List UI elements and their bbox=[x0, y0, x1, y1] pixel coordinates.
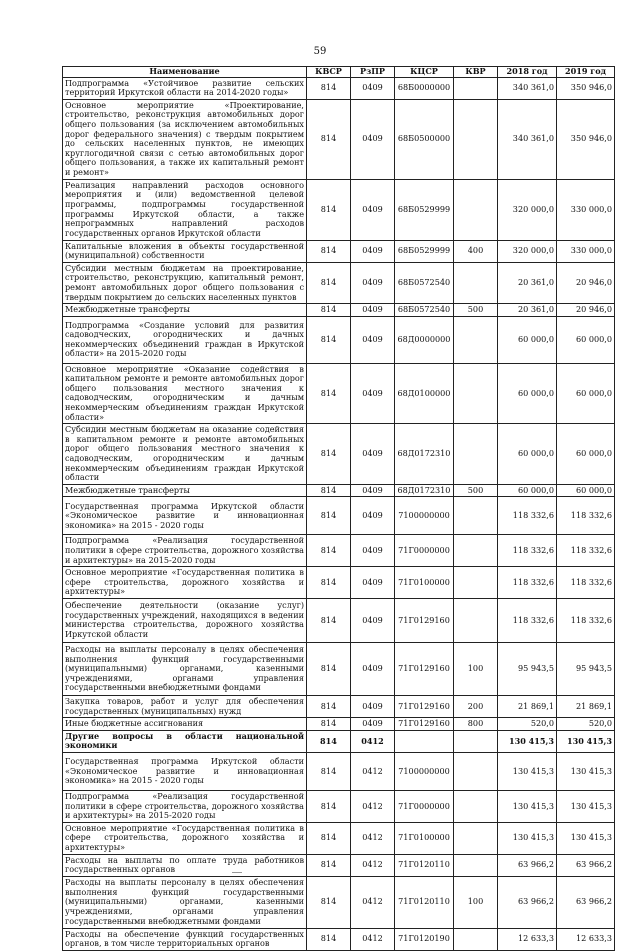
row-name: Расходы на обеспечение функций государственных органов, в том числе территориальных органов bbox=[63, 928, 307, 950]
row-rzpr: 0412 bbox=[351, 730, 395, 752]
row-rzpr: 0409 bbox=[351, 598, 395, 642]
row-value-2018: 340 361,0 bbox=[498, 99, 557, 179]
row-kvsr: 814 bbox=[307, 718, 351, 731]
row-value-2018: 118 332,6 bbox=[498, 598, 557, 642]
row-kcsr: 68Б0500000 bbox=[395, 99, 454, 179]
row-rzpr: 0412 bbox=[351, 928, 395, 950]
table-row bbox=[63, 304, 615, 317]
row-kcsr: 68Д0100000 bbox=[395, 363, 454, 424]
header-name: Наименование bbox=[63, 67, 307, 78]
row-value-2019: 60 000,0 bbox=[557, 363, 615, 424]
row-kcsr: 71Г0120110 bbox=[395, 854, 454, 876]
row-kvr: 100 bbox=[454, 642, 498, 695]
row-kvr bbox=[454, 567, 498, 599]
row-name: Основное мероприятие «Государственная политика в сфере строительства, дорожного хозяйства и архитектуры» bbox=[63, 822, 307, 854]
row-kvsr: 814 bbox=[307, 262, 351, 303]
row-kvr bbox=[454, 424, 498, 485]
row-kvsr: 814 bbox=[307, 822, 351, 854]
row-value-2019: 330 000,0 bbox=[557, 240, 615, 262]
row-value-2018: 520,0 bbox=[498, 718, 557, 731]
row-kvr: 400 bbox=[454, 240, 498, 262]
row-kvr bbox=[454, 316, 498, 363]
row-rzpr: 0412 bbox=[351, 876, 395, 928]
row-rzpr: 0409 bbox=[351, 363, 395, 424]
table-body bbox=[63, 77, 615, 950]
row-kvsr: 814 bbox=[307, 484, 351, 497]
row-kvr bbox=[454, 77, 498, 99]
row-value-2019: 63 966,2 bbox=[557, 876, 615, 928]
row-name: Основное мероприятие «Оказание содействия в капитальном ремонте и ремонте автомобильных дорог общего пользования местного значения к садоводческим, огородническим и дачным некоммерческим объединениям граждан Иркутской области» bbox=[63, 363, 307, 424]
row-name: Расходы на выплаты по оплате труда работников государственных органов bbox=[63, 854, 307, 876]
row-value-2018: 130 415,3 bbox=[498, 790, 557, 822]
row-name: Подпрограмма «Создание условий для развития садоводческих, огороднических и дачных некоммерческих объединений граждан в Иркутской области» на 2015-2020 годы bbox=[63, 316, 307, 363]
row-value-2019: 20 946,0 bbox=[557, 262, 615, 303]
row-rzpr: 0409 bbox=[351, 262, 395, 303]
row-value-2018: 63 966,2 bbox=[498, 876, 557, 928]
row-kcsr: 71Г0120110 bbox=[395, 876, 454, 928]
row-kvr: 200 bbox=[454, 695, 498, 717]
table-row bbox=[63, 730, 615, 752]
row-value-2018: 63 966,2 bbox=[498, 854, 557, 876]
row-value-2018: 320 000,0 bbox=[498, 240, 557, 262]
row-kvsr: 814 bbox=[307, 730, 351, 752]
row-rzpr: 0412 bbox=[351, 790, 395, 822]
table-row bbox=[63, 484, 615, 497]
table-row bbox=[63, 535, 615, 567]
row-rzpr: 0409 bbox=[351, 718, 395, 731]
row-value-2019: 118 332,6 bbox=[557, 497, 615, 535]
row-kvr bbox=[454, 363, 498, 424]
row-name: Межбюджетные трансферты bbox=[63, 304, 307, 317]
row-rzpr: 0409 bbox=[351, 535, 395, 567]
table-row bbox=[63, 718, 615, 731]
row-name: Иные бюджетные ассигнования bbox=[63, 718, 307, 731]
row-rzpr: 0409 bbox=[351, 497, 395, 535]
row-kvsr: 814 bbox=[307, 695, 351, 717]
row-rzpr: 0409 bbox=[351, 77, 395, 99]
row-name: Расходы на выплаты персоналу в целях обеспечения выполнения функций государственными (муниципальными) органами, казенными учреждениями, органами управления государственными внебюджетными фондами bbox=[63, 642, 307, 695]
row-kvr bbox=[454, 598, 498, 642]
row-name: Другие вопросы в области национальной экономики bbox=[63, 730, 307, 752]
row-value-2019: 130 415,3 bbox=[557, 790, 615, 822]
row-kvr bbox=[454, 822, 498, 854]
row-kcsr: 71Г0129160 bbox=[395, 642, 454, 695]
table-row bbox=[63, 240, 615, 262]
row-value-2018: 118 332,6 bbox=[498, 535, 557, 567]
row-value-2019: 63 966,2 bbox=[557, 854, 615, 876]
row-rzpr: 0412 bbox=[351, 854, 395, 876]
row-kcsr: 68Д0000000 bbox=[395, 316, 454, 363]
row-value-2018: 95 943,5 bbox=[498, 642, 557, 695]
row-kvr: 500 bbox=[454, 304, 498, 317]
table-row bbox=[63, 928, 615, 950]
row-kcsr: 68Д0172310 bbox=[395, 424, 454, 485]
row-kvr: 500 bbox=[454, 484, 498, 497]
row-kvsr: 814 bbox=[307, 567, 351, 599]
row-name: Государственная программа Иркутской области «Экономическое развитие и инновационная экономика» на 2015 - 2020 годы bbox=[63, 752, 307, 790]
row-value-2019: 60 000,0 bbox=[557, 316, 615, 363]
row-kcsr: 7100000000 bbox=[395, 752, 454, 790]
table-header-row bbox=[63, 67, 615, 78]
header-rzpr: РзПР bbox=[351, 67, 395, 78]
row-value-2019: 21 869,1 bbox=[557, 695, 615, 717]
row-kvsr: 814 bbox=[307, 497, 351, 535]
row-name: Субсидии местным бюджетам на оказание содействия в капитальном ремонте и ремонте автомобильных дорог общего пользования местного значения к садоводческим, огородническим и дачным некоммерческим объединениям граждан Иркутской области bbox=[63, 424, 307, 485]
row-kcsr: 7100000000 bbox=[395, 497, 454, 535]
table-row bbox=[63, 790, 615, 822]
row-kcsr: 68Б0529999 bbox=[395, 179, 454, 240]
row-kvsr: 814 bbox=[307, 928, 351, 950]
row-kcsr: 71Г0129160 bbox=[395, 598, 454, 642]
row-kcsr: 71Г0129160 bbox=[395, 718, 454, 731]
table-row bbox=[63, 363, 615, 424]
row-kvr bbox=[454, 535, 498, 567]
row-value-2018: 340 361,0 bbox=[498, 77, 557, 99]
row-value-2019: 20 946,0 bbox=[557, 304, 615, 317]
row-rzpr: 0409 bbox=[351, 316, 395, 363]
row-kvsr: 814 bbox=[307, 876, 351, 928]
row-kcsr: 71Г0000000 bbox=[395, 535, 454, 567]
row-value-2018: 60 000,0 bbox=[498, 363, 557, 424]
row-value-2019: 118 332,6 bbox=[557, 598, 615, 642]
row-kvr bbox=[454, 497, 498, 535]
row-kcsr: 71Г0120190 bbox=[395, 928, 454, 950]
table-row bbox=[63, 99, 615, 179]
row-kvsr: 814 bbox=[307, 179, 351, 240]
row-value-2018: 60 000,0 bbox=[498, 424, 557, 485]
row-kvsr: 814 bbox=[307, 752, 351, 790]
row-name: Расходы на выплаты персоналу в целях обеспечения выполнения функций государственными (муниципальными) органами, казенными учреждениями, органами управления государственными внебюджетными фондами bbox=[63, 876, 307, 928]
table-row bbox=[63, 77, 615, 99]
row-kvsr: 814 bbox=[307, 99, 351, 179]
row-kvr bbox=[454, 790, 498, 822]
row-value-2019: 130 415,3 bbox=[557, 752, 615, 790]
row-name: Реализация направлений расходов основного мероприятия и (или) ведомственной целевой программы, подпрограммы государственной программы Иркутской области, а также непрограммных направлений расходов государственных органов Иркутской области bbox=[63, 179, 307, 240]
row-kcsr: 68Д0172310 bbox=[395, 484, 454, 497]
row-value-2018: 118 332,6 bbox=[498, 497, 557, 535]
row-kvsr: 814 bbox=[307, 854, 351, 876]
row-kvsr: 814 bbox=[307, 304, 351, 317]
row-name: Обеспечение деятельности (оказание услуг) государственных учреждений, находящихся в ведении министерства строительства, дорожного хозяйства Иркутской области bbox=[63, 598, 307, 642]
budget-table bbox=[62, 66, 615, 951]
row-value-2019: 130 415,3 bbox=[557, 822, 615, 854]
table-row bbox=[63, 822, 615, 854]
row-value-2019: 95 943,5 bbox=[557, 642, 615, 695]
table-row bbox=[63, 752, 615, 790]
table-row bbox=[63, 567, 615, 599]
row-kvsr: 814 bbox=[307, 240, 351, 262]
row-kcsr: 71Г0100000 bbox=[395, 567, 454, 599]
row-rzpr: 0409 bbox=[351, 304, 395, 317]
row-kvr bbox=[454, 99, 498, 179]
row-value-2019: 60 000,0 bbox=[557, 424, 615, 485]
row-kvsr: 814 bbox=[307, 790, 351, 822]
row-kvr bbox=[454, 179, 498, 240]
row-value-2018: 130 415,3 bbox=[498, 730, 557, 752]
row-value-2018: 12 633,3 bbox=[498, 928, 557, 950]
row-rzpr: 0409 bbox=[351, 484, 395, 497]
row-kcsr: 68Б0572540 bbox=[395, 262, 454, 303]
row-value-2019: 350 946,0 bbox=[557, 77, 615, 99]
row-value-2018: 21 869,1 bbox=[498, 695, 557, 717]
row-kvsr: 814 bbox=[307, 642, 351, 695]
table-row bbox=[63, 854, 615, 876]
row-kvr: 800 bbox=[454, 718, 498, 731]
row-kvsr: 814 bbox=[307, 363, 351, 424]
row-rzpr: 0409 bbox=[351, 567, 395, 599]
row-value-2018: 130 415,3 bbox=[498, 822, 557, 854]
row-kvsr: 814 bbox=[307, 535, 351, 567]
row-kvr bbox=[454, 730, 498, 752]
row-value-2019: 60 000,0 bbox=[557, 484, 615, 497]
row-kvr: 100 bbox=[454, 876, 498, 928]
row-value-2019: 350 946,0 bbox=[557, 99, 615, 179]
table-row bbox=[63, 316, 615, 363]
table-row bbox=[63, 598, 615, 642]
page-number: 59 bbox=[313, 46, 327, 57]
row-value-2019: 118 332,6 bbox=[557, 535, 615, 567]
header-2019: 2019 год bbox=[557, 67, 615, 78]
row-value-2019: 12 633,3 bbox=[557, 928, 615, 950]
row-value-2018: 60 000,0 bbox=[498, 484, 557, 497]
table-row bbox=[63, 424, 615, 485]
row-kvr bbox=[454, 928, 498, 950]
table-row bbox=[63, 642, 615, 695]
row-name: Подпрограмма «Реализация государственной политики в сфере строительства, дорожного хозяйства и архитектуры» на 2015-2020 годы bbox=[63, 790, 307, 822]
row-value-2019: 520,0 bbox=[557, 718, 615, 731]
table-row bbox=[63, 695, 615, 717]
row-value-2019: 118 332,6 bbox=[557, 567, 615, 599]
table-row bbox=[63, 876, 615, 928]
row-name: Закупка товаров, работ и услуг для обеспечения государственных (муниципальных) нужд bbox=[63, 695, 307, 717]
row-name: Субсидии местным бюджетам на проектирование, строительство, реконструкцию, капитальный ремонт, ремонт автомобильных дорог общего пользования с твердым покрытием до сельских населенных пунктов bbox=[63, 262, 307, 303]
row-rzpr: 0409 bbox=[351, 424, 395, 485]
row-value-2018: 20 361,0 bbox=[498, 304, 557, 317]
row-name: Подпрограмма «Реализация государственной политики в сфере строительства, дорожного хозяйства и архитектуры» на 2015-2020 годы bbox=[63, 535, 307, 567]
row-kvr bbox=[454, 854, 498, 876]
row-kvr bbox=[454, 752, 498, 790]
header-kvr: КВР bbox=[454, 67, 498, 78]
row-kvsr: 814 bbox=[307, 316, 351, 363]
row-kcsr bbox=[395, 730, 454, 752]
row-value-2019: 130 415,3 bbox=[557, 730, 615, 752]
row-name: Основное мероприятие «Проектирование, строительство, реконструкция автомобильных дорог общего пользования (за исключением автомобильных дорог федерального значения) с твердым покрытием до сельских населенных пунктов, не имеющих круглогодичной связи с сетью автомобильных дорог общего пользования, а также их капитальный ремонт и ремонт» bbox=[63, 99, 307, 179]
row-name: Капитальные вложения в объекты государственной (муниципальной) собственности bbox=[63, 240, 307, 262]
row-rzpr: 0409 bbox=[351, 240, 395, 262]
row-kcsr: 68Б0572540 bbox=[395, 304, 454, 317]
row-kcsr: 68Б0000000 bbox=[395, 77, 454, 99]
scan-mark bbox=[232, 872, 242, 873]
row-value-2018: 118 332,6 bbox=[498, 567, 557, 599]
table-row bbox=[63, 497, 615, 535]
row-kvr bbox=[454, 262, 498, 303]
row-name: Подпрограмма «Устойчивое развитие сельских территорий Иркутской области на 2014-2020 годы» bbox=[63, 77, 307, 99]
row-kvsr: 814 bbox=[307, 77, 351, 99]
row-rzpr: 0409 bbox=[351, 642, 395, 695]
header-kcsr: КЦСР bbox=[395, 67, 454, 78]
header-2018: 2018 год bbox=[498, 67, 557, 78]
row-kcsr: 71Г0129160 bbox=[395, 695, 454, 717]
row-value-2018: 130 415,3 bbox=[498, 752, 557, 790]
row-value-2018: 320 000,0 bbox=[498, 179, 557, 240]
row-rzpr: 0409 bbox=[351, 179, 395, 240]
row-kvsr: 814 bbox=[307, 598, 351, 642]
row-value-2018: 60 000,0 bbox=[498, 316, 557, 363]
row-rzpr: 0409 bbox=[351, 695, 395, 717]
table-row bbox=[63, 179, 615, 240]
row-kcsr: 68Б0529999 bbox=[395, 240, 454, 262]
row-name: Межбюджетные трансферты bbox=[63, 484, 307, 497]
row-kvsr: 814 bbox=[307, 424, 351, 485]
row-kcsr: 71Г0000000 bbox=[395, 790, 454, 822]
row-rzpr: 0409 bbox=[351, 99, 395, 179]
row-rzpr: 0412 bbox=[351, 752, 395, 790]
header-kvsr: КВСР bbox=[307, 67, 351, 78]
row-name: Основное мероприятие «Государственная политика в сфере строительства, дорожного хозяйства и архитектуры» bbox=[63, 567, 307, 599]
row-kcsr: 71Г0100000 bbox=[395, 822, 454, 854]
table-row bbox=[63, 262, 615, 303]
row-name: Государственная программа Иркутской области «Экономическое развитие и инновационная экономика» на 2015 - 2020 годы bbox=[63, 497, 307, 535]
row-value-2018: 20 361,0 bbox=[498, 262, 557, 303]
row-value-2019: 330 000,0 bbox=[557, 179, 615, 240]
row-rzpr: 0412 bbox=[351, 822, 395, 854]
